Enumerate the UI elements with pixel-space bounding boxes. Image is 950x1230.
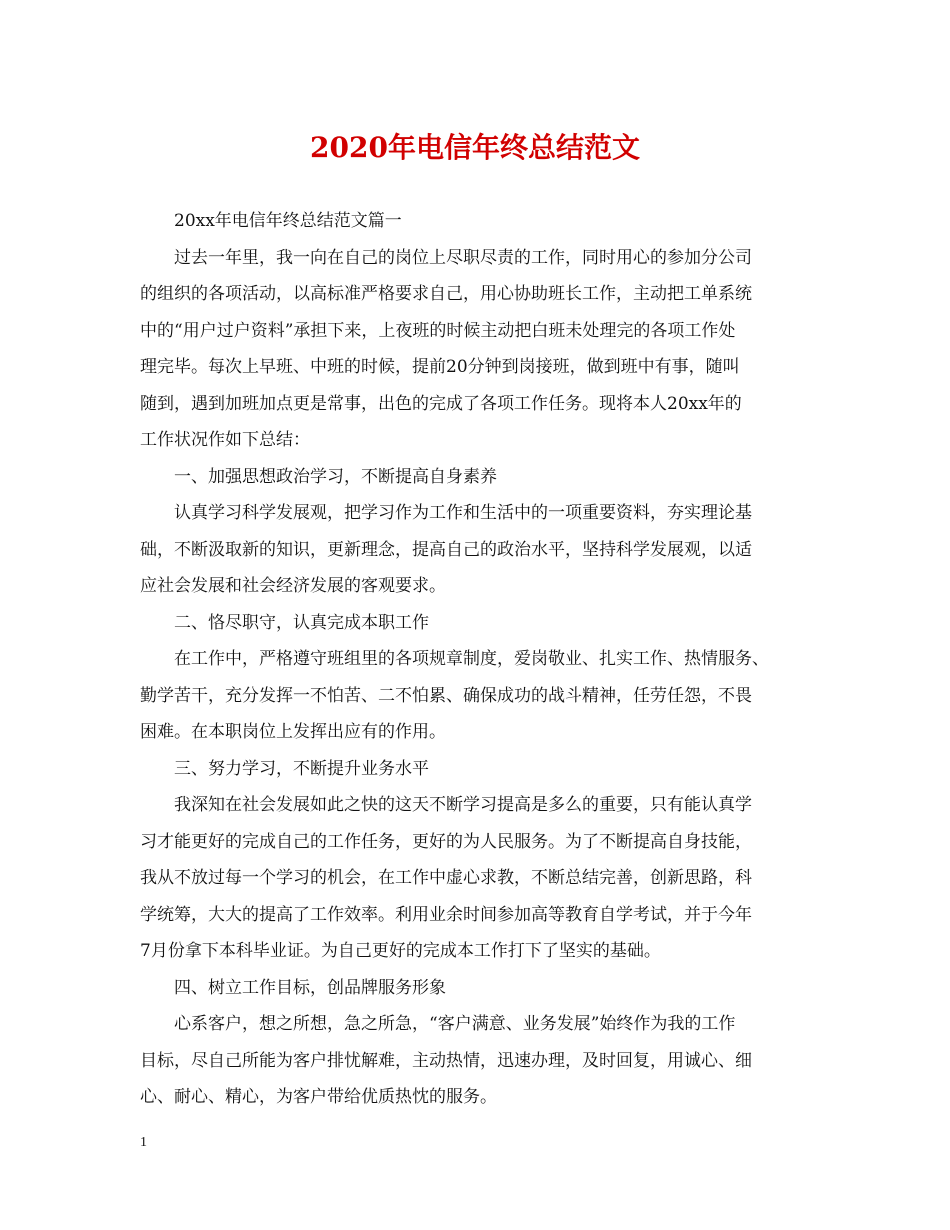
page-number: 1 [140, 1135, 147, 1150]
paragraph-line: 心系客户，想之所想，急之所急，“客户满意、业务发展”始终作为我的工作 [174, 1014, 736, 1034]
paragraph-line: 理完毕。每次上早班、中班的时候，提前20分钟到岗接班，做到班中有事，随叫 [140, 357, 740, 377]
paragraph-line: 我深知在社会发展如此之快的这天不断学习提高是多么的重要，只有能认真学 [174, 795, 752, 815]
section-heading: 一、加强思想政治学习，不断提高自身素养 [174, 466, 497, 487]
paragraph-line: 习才能更好的完成自己的工作任务，更好的为人民服务。为了不断提高自身技能， [140, 831, 752, 852]
paragraph-line: 在工作中，严格遵守班组里的各项规章制度，爱岗敬业、扎实工作、热情服务、 [174, 649, 769, 669]
paragraph-line: 应社会发展和社会经济发展的客观要求。 [140, 576, 446, 596]
paragraph-line: 勤学苦干，充分发挥一不怕苦、二不怕累、确保成功的战斗精神，任劳任怨，不畏 [140, 685, 752, 706]
paragraph-line: 随到，遇到加班加点更是常事，出色的完成了各项工作任务。现将本人20xx年的 [140, 393, 742, 414]
section-heading: 三、努力学习，不断提升业务水平 [174, 758, 429, 779]
paragraph-line: 过去一年里，我一向在自己的岗位上尽职尽责的工作，同时用心的参加分公司 [174, 247, 752, 268]
paragraph-line: 工作状况作如下总结： [140, 430, 310, 450]
section-heading: 二、恪尽职守，认真完成本职工作 [174, 612, 429, 633]
paragraph-line: 学统筹，大大的提高了工作效率。利用业余时间参加高等教育自学考试，并于今年 [140, 904, 752, 925]
paragraph-line: 7月份拿下本科毕业证。为自己更好的完成本工作打下了坚实的基础。 [140, 941, 661, 961]
document-title: 2020年电信年终总结范文 [310, 131, 640, 164]
paragraph-line: 目标，尽自己所能为客户排忧解难，主动热情，迅速办理，及时回复，用诚心、细 [140, 1050, 752, 1071]
paragraph-line: 础，不断汲取新的知识，更新理念，提高自己的政治水平，坚持科学发展观，以适 [140, 539, 752, 560]
paragraph-line: 困难。在本职岗位上发挥出应有的作用。 [140, 722, 446, 742]
paragraph-line: 我从不放过每一个学习的机会，在工作中虚心求教，不断总结完善，创新思路，科 [140, 868, 752, 888]
paragraph-line: 心、耐心、精心，为客户带给优质热忱的服务。 [140, 1087, 497, 1107]
paragraph-line: 中的“用户过户资料”承担下来，上夜班的时候主动把白班未处理完的各项工作处 [140, 320, 736, 341]
paragraph-line: 的组织的各项活动，以高标准严格要求自己，用心协助班长工作，主动把工单系统 [140, 284, 752, 304]
paragraph-line: 认真学习科学发展观，把学习作为工作和生活中的一项重要资料，夯实理论基 [174, 503, 752, 523]
subtitle-line: 20xx年电信年终总结范文篇一 [174, 211, 402, 231]
section-heading: 四、树立工作目标，创品牌服务形象 [174, 977, 446, 998]
document-body [140, 203, 822, 1116]
